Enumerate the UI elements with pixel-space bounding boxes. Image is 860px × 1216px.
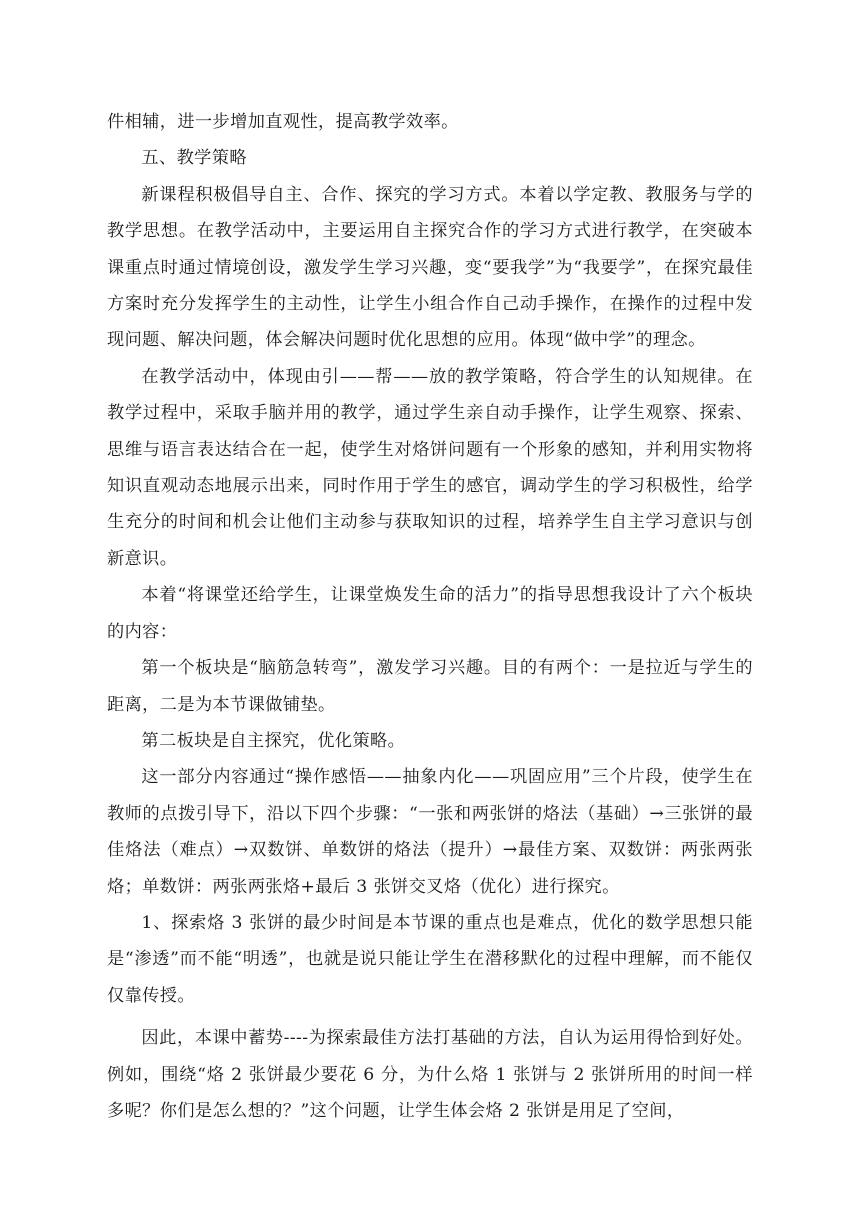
paragraph-continuation: 件相辅，进一步增加直观性，提高教学效率。 bbox=[107, 112, 459, 132]
paragraph-second-section: 第二板块是自主探究，优化策略。 bbox=[141, 730, 406, 751]
document-page bbox=[107, 104, 753, 1129]
paragraph-teaching-activities: 在教学活动中，体现由引——帮——放的教学策略，符合学生的认知规律。在教学过程中，采取手脑并用的教学，通过学生亲自动手操作，让学生观察、探索、思维与语言表达结合在一起，使学生对烙饼问题有一个形象的感知，并利用实物将知识直观动态地展示出来，同时作用于学生的感官，调动学生的学习积极性，给学生充分的时间和机会让他们主动参与获取知识的过程，培养学生自主学习意识与创新意识。 bbox=[107, 366, 753, 569]
section-heading-teaching-strategy: 五、教学策略 bbox=[141, 148, 247, 169]
paragraph-item-1: 1、探索烙 3 张饼的最少时间是本节课的重点也是难点，优化的数学思想只能是“渗透”而不能“明透”，也就是说只能让学生在潜移默化的过程中理解，而不能仅仅靠传授。 bbox=[107, 912, 753, 1006]
paragraph-four-steps: 这一部分内容通过“操作感悟——抽象内化——巩固应用”三个片段，使学生在教师的点拨引导下，沿以下四个步骤：“一张和两张饼的烙法（基础）→三张饼的最佳烙法（难点）→双数饼、单数饼的烙法（提升）→最佳方案、双数饼：两张两张烙；单数饼：两张两张烙+最后 3 张饼交叉烙（优化）进行探究。 bbox=[107, 767, 753, 897]
paragraph-therefore: 因此，本课中蓄势----为探索最佳方法打基础的方法，自认为运用得恰到好处。例如，围绕“烙 2 张饼最少要花 6 分，为什么烙 1 张饼与 2 张饼所用的时间一样多呢？你们是怎么想的？”这个问题，让学生体会烙 2 张饼是用足了空间， bbox=[107, 1028, 753, 1121]
paragraph-guiding-thought: 本着“将课堂还给学生，让课堂焕发生命的活力”的指导思想我设计了六个板块的内容： bbox=[107, 585, 753, 642]
paragraph-first-section: 第一个板块是“脑筋急转弯”，激发学习兴趣。目的有两个：一是拉近与学生的距离，二是为本节课做铺垫。 bbox=[107, 658, 753, 715]
paragraph-curriculum-approach: 新课程积极倡导自主、合作、探究的学习方式。本着以学定教、教服务与学的教学思想。在教学活动中，主要运用自主探究合作的学习方式进行教学，在突破本课重点时通过情境创设，激发学生学习兴趣，变“要我学”为“我要学”，在探究最佳方案时充分发挥学生的主动性，让学生小组合作自己动手操作，在操作的过程中发现问题、解决问题，体会解决问题时优化思想的应用。体现“做中学”的理念。 bbox=[107, 184, 753, 351]
